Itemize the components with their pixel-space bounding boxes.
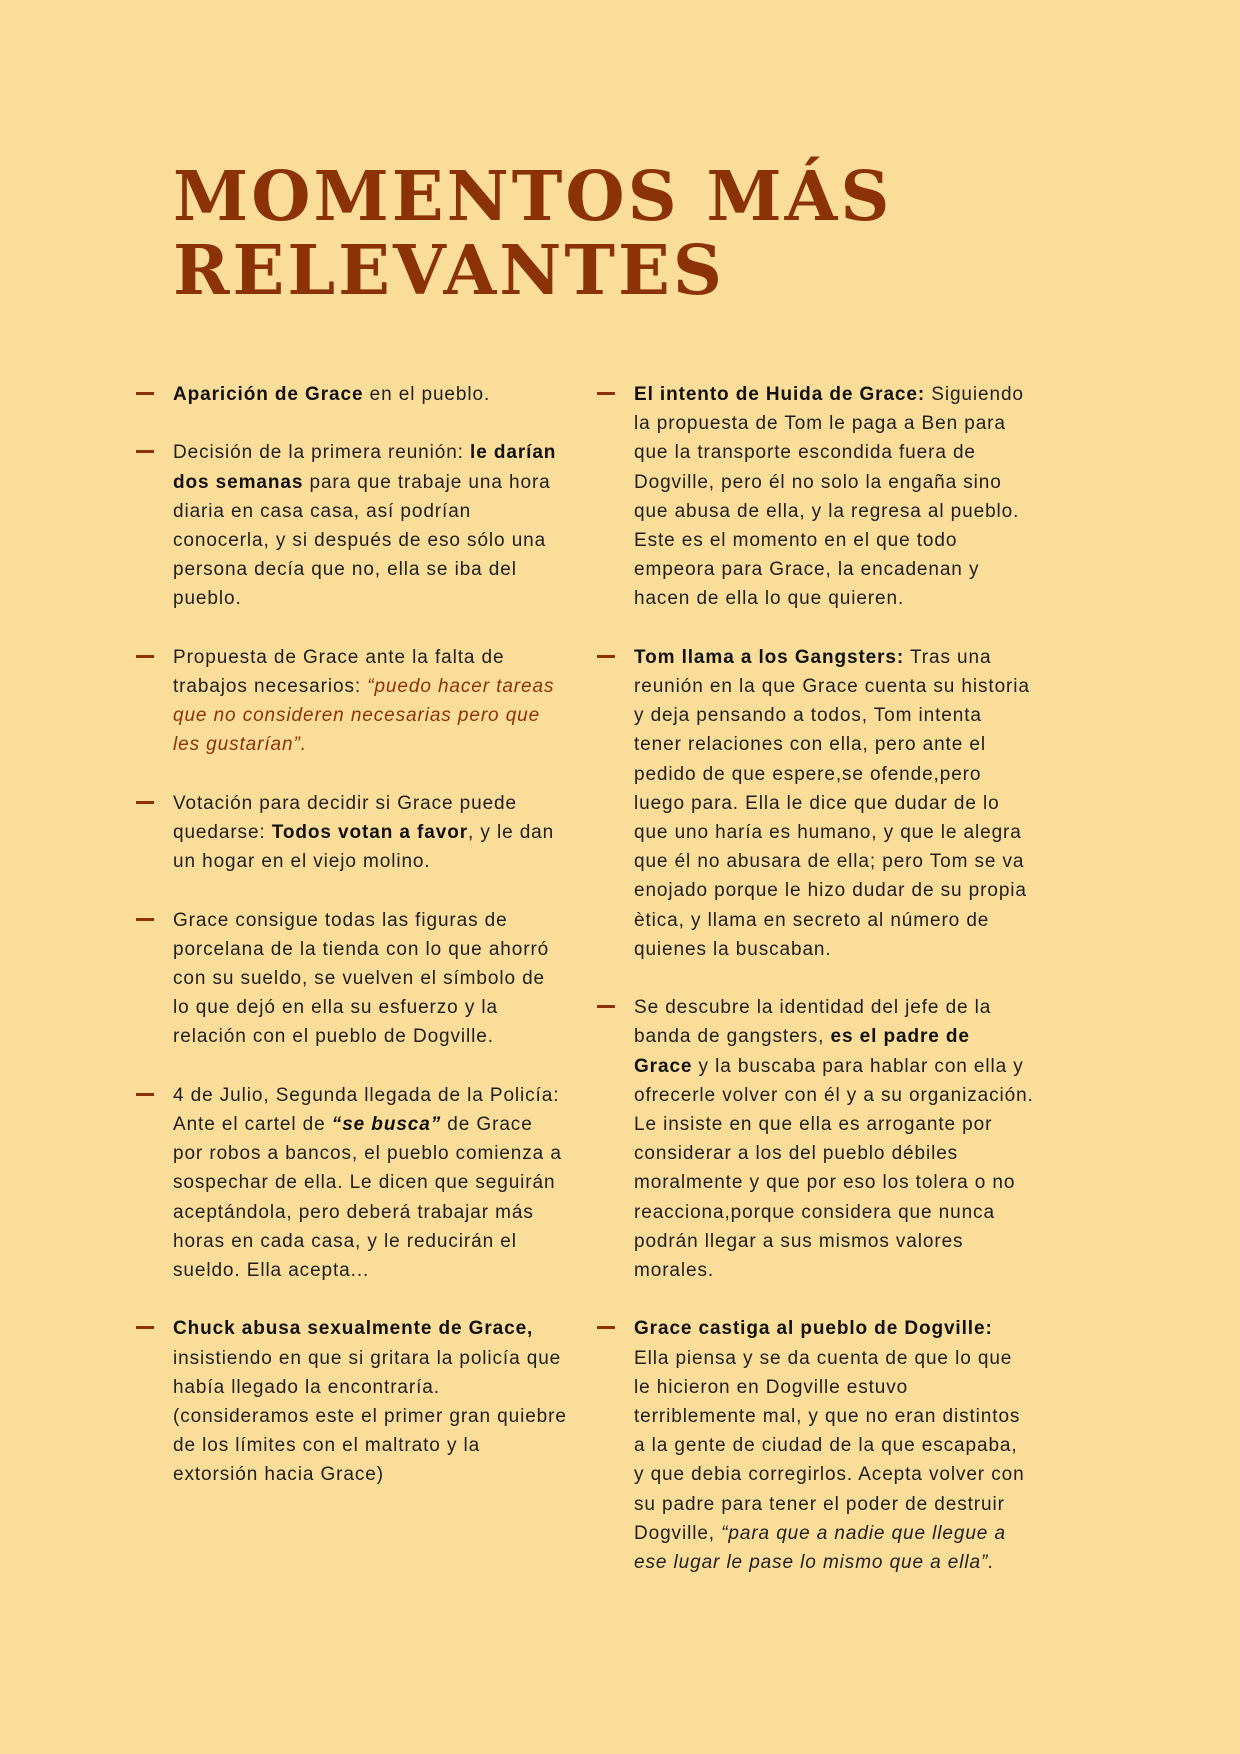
item-bold: Aparición de Grace (173, 384, 364, 405)
list-item (133, 380, 567, 409)
item-quote: “puedo hacer tareas que no consideren necesarias pero que les gustarían”. (173, 676, 555, 756)
item-text: Tras una reunión en la que Grace cuenta su historia y deja pensando a todos, Tom intenta tener relaciones con ella, pero ante el pedido de que espere,se ofende,pero luego para. Ella le dice que dudar de lo que uno haría es humano, y que le alegra que él no abusara de ella; pero Tom se va enojado porque le hizo dudar de su propia ètica, y llama en secreto al número de quienes la buscaban. (634, 646, 1030, 960)
item-text: , y le dan un hogar en el viejo molino. (173, 822, 555, 873)
item-bold: El intento de Huida de Grace: (634, 384, 926, 405)
item-text: Decisión de la primera reunión: (173, 442, 471, 464)
dash-bullet-icon (597, 1005, 615, 1008)
title-line-2: RELEVANTES (173, 231, 725, 311)
item-text: Votación para decidir si Grace puede quedarse: (173, 792, 517, 843)
dash-bullet-icon (136, 655, 154, 658)
list-item (594, 993, 1034, 1285)
item-text: Ella piensa y se da cuenta de que lo que le hicieron en Dogville estuvo terriblemente mal, y que no eran distintos a la gente de ciudad de la que escapaba, y que debia corregirlos. Acepta volver con su padre para tener el poder de destruir Dogville, (634, 1347, 1025, 1544)
dash-bullet-icon (136, 801, 154, 804)
dash-bullet-icon (597, 655, 615, 658)
list-item (133, 1081, 567, 1285)
left-column (133, 380, 567, 1519)
dash-bullet-icon (136, 1093, 154, 1096)
item-text: Propuesta de Grace ante la falta de trabajos necesarios: (173, 646, 505, 697)
item-text: y la buscaba para hablar con ella y ofrecerle volver con él y a su organización. Le insiste en que ella es arrogante por considerar a los del pueblo débiles moralmente y que por eso los tolera o no reacciona,porque considera que nunca podrán llegar a sus mismos valores morales. (634, 1055, 1034, 1282)
list-item (594, 643, 1034, 964)
item-text: Siguiendo la propuesta de Tom le paga a Ben para que la transporte escondida fuera de Dogville, pero él no solo la engaña sino que abusa de ella, y la regresa al pueblo. Este es el momento en el que todo empeora para Grace, la encadenan y hacen de ella lo que quieren. (634, 384, 1024, 610)
dash-bullet-icon (136, 392, 154, 395)
list-item (133, 643, 567, 760)
list-item (133, 1314, 567, 1489)
item-italic-quote: “para que a nadie que llegue a ese lugar le pase lo mismo que a ella”. (634, 1522, 1006, 1574)
item-bold: Tom llama a los Gangsters: (634, 646, 905, 668)
item-bold: es el padre de Grace (634, 1026, 970, 1077)
item-text: en el pueblo. (363, 384, 491, 405)
item-bold-italic: “se busca” (331, 1114, 442, 1135)
item-text: Grace consigue todas las figuras de porcelana de la tienda con lo que ahorró con su sueldo, se vuelven el símbolo de lo que dejó en ella su esfuerzo y la relación con el pueblo de Dogville. (173, 909, 550, 1048)
item-bold: le darían dos semanas (173, 442, 557, 493)
page-title (173, 157, 1073, 311)
list-item (133, 789, 567, 877)
list-item (594, 1314, 1034, 1577)
list-item (133, 906, 567, 1052)
item-text: de Grace por robos a bancos, el pueblo comienza a sospechar de ella. Le dicen que seguirán aceptándola, pero deberá trabajar más horas en cada casa, y le reducirán el sueldo. Ella acepta... (173, 1114, 562, 1282)
item-text: Se descubre la identidad del jefe de la banda de gangsters, (634, 997, 992, 1048)
right-column (594, 380, 1034, 1606)
item-text: para que trabaje una hora diaria en casa casa, así podrían conocerla, y si después de eso sólo una persona decía que no, ella se iba del pueblo. (173, 471, 551, 610)
list-item (133, 438, 567, 613)
dash-bullet-icon (597, 392, 615, 395)
dash-bullet-icon (136, 918, 154, 921)
item-text: insistiendo en que si gritara la policía que había llegado la encontraría. (consideramos este el primer gran quiebre de los límites con el maltrato y la extorsión hacia Grace) (173, 1347, 567, 1486)
item-text: 4 de Julio, Segunda llegada de la Policía: Ante el cartel de (173, 1084, 560, 1135)
dash-bullet-icon (597, 1326, 615, 1329)
title-line-1: MOMENTOS MÁS (173, 157, 893, 237)
item-bold: Todos votan a favor (271, 822, 469, 843)
list-item (594, 380, 1034, 614)
item-bold: Grace castiga al pueblo de Dogville: (634, 1318, 993, 1340)
dash-bullet-icon (136, 450, 154, 453)
dash-bullet-icon (136, 1326, 154, 1329)
item-bold: Chuck abusa sexualmente de Grace, (173, 1318, 534, 1340)
